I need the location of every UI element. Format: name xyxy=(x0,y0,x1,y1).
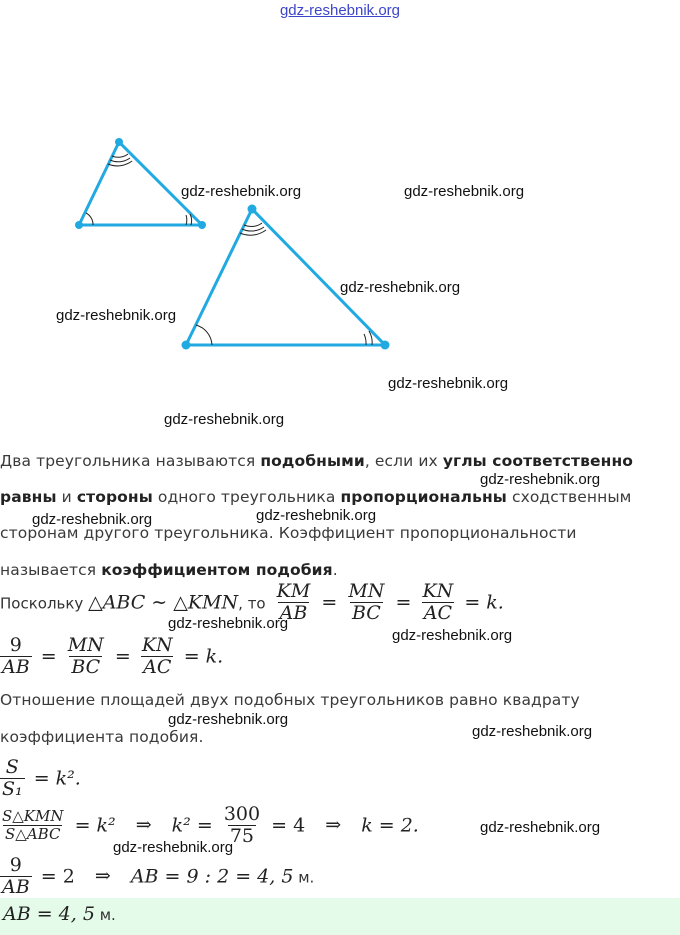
definition-line-1: Два треугольника называются подобными, если их углы соответственно xyxy=(0,452,634,470)
similar-triangles-figure xyxy=(0,0,680,420)
watermark: gdz-reshebnik.org xyxy=(404,183,525,200)
small-triangle-angle-marks xyxy=(86,154,192,225)
definition-line-4: называется коэффициентом подобия. xyxy=(0,561,338,579)
watermark-link[interactable]: gdz-reshebnik.org xyxy=(279,2,401,19)
definition-line-2: равны и стороны одного треугольника пропорциональны сходственным xyxy=(0,488,632,506)
area-ratio-line-1: Отношение площадей двух подобных треугольников равно квадрату xyxy=(0,691,580,709)
area-ratio-calculation: $\frac{\text{S△KMN}}{\text{S△ABC}}$ = k² ⇒ k² = $\frac{300}{75}$ = 4 ⇒ k = 2. xyxy=(2,803,419,847)
watermark: gdz-reshebnik.org xyxy=(56,307,177,324)
watermark: gdz-reshebnik.org xyxy=(340,279,461,296)
area-ratio-line-2: коэффициента подобия. xyxy=(0,728,204,746)
definition-line-3: сторонам другого треугольника. Коэффициент пропорциональности xyxy=(0,524,577,542)
answer-box xyxy=(0,898,680,935)
watermark: gdz-reshebnik.org xyxy=(168,711,289,728)
watermark: gdz-reshebnik.org xyxy=(113,839,234,856)
watermark: gdz-reshebnik.org xyxy=(472,723,593,740)
watermark: gdz-reshebnik.org xyxy=(388,375,509,392)
large-triangle-vertices xyxy=(182,205,390,350)
area-ratio-formula: $\frac{S}{\text{S₁}}$ = k². xyxy=(2,756,81,800)
similarity-statement: Поскольку △ABC ∼ △KMN, то $\frac{KM}{AB}$ = $\frac{MN}{BC}$ = $\frac{KN}{AC}$ = k. xyxy=(0,580,504,624)
answer-value: AB = 4, 5 м. xyxy=(3,903,116,925)
ratio-equation: $\frac{9}{AB}$ = $\frac{MN}{BC}$ = $\frac{KN}{AC}$ = k. xyxy=(2,634,224,678)
watermark: gdz-reshebnik.org xyxy=(480,819,601,836)
watermark: gdz-reshebnik.org xyxy=(256,507,377,524)
watermark: gdz-reshebnik.org xyxy=(164,411,285,428)
watermark: gdz-reshebnik.org xyxy=(168,615,289,632)
side-calculation: $\frac{9}{AB}$ = 2 ⇒ AB = 9 : 2 = 4, 5 м. xyxy=(2,854,315,898)
watermark: gdz-reshebnik.org xyxy=(480,471,601,488)
watermark: gdz-reshebnik.org xyxy=(181,183,302,200)
large-triangle xyxy=(186,209,385,345)
watermark: gdz-reshebnik.org xyxy=(392,627,513,644)
watermark: gdz-reshebnik.org xyxy=(32,511,153,528)
